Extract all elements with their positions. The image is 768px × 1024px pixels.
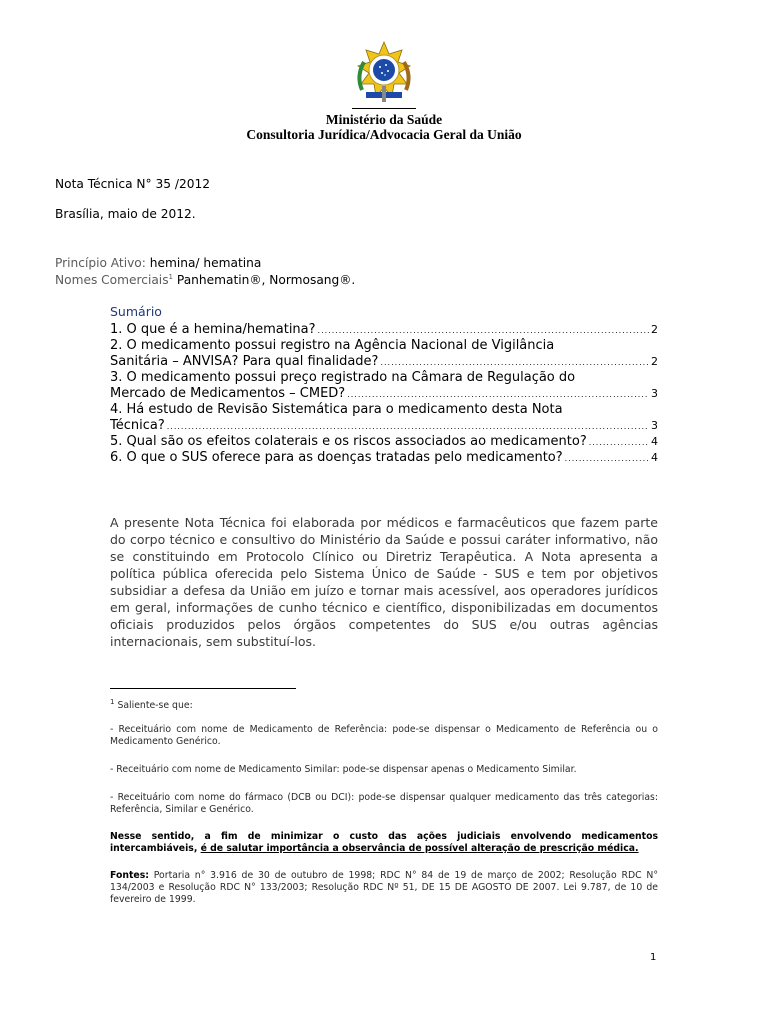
footnote-ref[interactable]: 1 <box>168 273 174 281</box>
toc-page: 3 <box>651 419 658 432</box>
footnote-bold-note <box>110 831 658 855</box>
toc-item-text: 3. O medicamento possui preço registrado na Câmara de Regulação do <box>110 370 576 385</box>
toc-item-3[interactable] <box>110 370 658 403</box>
toc-item-text: 6. O que o SUS oferece para as doenças tratadas pelo medicamento? <box>110 450 563 465</box>
toc-page: 4 <box>651 451 658 464</box>
toc-page: 4 <box>651 435 658 448</box>
footnote-intro-text: Saliente-se que: <box>117 700 193 712</box>
toc-item-text: 2. O medicamento possui registro na Agência Nacional de Vigilância <box>110 338 555 353</box>
toc-item-4[interactable] <box>110 402 658 435</box>
brazil-coat-of-arms-icon <box>352 40 416 106</box>
footnote-intro <box>110 696 658 712</box>
consultoria-title: Consultoria Jurídica/Advocacia Geral da União <box>246 127 522 142</box>
toc-item-text: 4. Há estudo de Revisão Sistemática para o medicamento desta Nota <box>110 402 563 417</box>
seal-underline <box>352 108 416 109</box>
footnote-p1: - Receituário com nome de Medicamento de Referência: pode-se dispensar o Medicamento de Referência ou o Medicamento Genérico. <box>110 724 658 747</box>
footnote-p3: - Receituário com nome do fármaco (DCB ou DCI): pode-se dispensar qualquer medicamento das três categorias: Referência, Similar e Genérico. <box>110 792 658 815</box>
intro-paragraph: A presente Nota Técnica foi elaborada por médicos e farmacêuticos que fazem parte do corpo técnico e consultivo do Ministério da Saúde e possui caráter informativo, não se constituindo em Protocolo Clínico ou Diretriz Terapêutica. A Nota apresenta a política pública oferecida pelo Sistema Único de Saúde - SUS e tem por objetivos subsidiar a defesa da União em juízo e tornar mais acessível, aos operadores jurídicos em geral, informações de cunho técnico e científico, disponibilizadas em documentos oficiais produzidos pelos órgãos competentes do SUS e/ou outras agências internacionais, sem substituí-los. <box>110 515 658 649</box>
toc-item-text: Técnica? <box>110 418 165 433</box>
toc-page: 2 <box>651 323 658 336</box>
toc-item-5[interactable] <box>110 434 658 451</box>
footnote-marker: 1 <box>110 698 115 706</box>
nomes-value: Panhematin®, Normosang®. <box>176 273 356 288</box>
nomes-label: Nomes Comerciais <box>55 273 169 288</box>
nota-number: Nota Técnica N° 35 /2012 <box>55 177 211 191</box>
bold-note-part-b: é de salutar importância a observância de possível alteração de prescrição médica. <box>200 843 639 854</box>
footnote-p2: - Receituário com nome de Medicamento Similar: pode-se dispensar apenas o Medicamento Similar. <box>110 764 577 775</box>
page-number: 1 <box>650 952 657 963</box>
principio-label: Princípio Ativo: <box>55 256 146 270</box>
footnote-fontes <box>110 870 658 906</box>
footnote-separator <box>110 688 296 689</box>
toc-item-1[interactable] <box>110 322 658 339</box>
toc-item-2[interactable] <box>110 338 658 371</box>
summary-title: Sumário <box>110 304 162 319</box>
principio-value: hemina/ hematina <box>149 256 262 270</box>
toc-item-text: 1. O que é a hemina/hematina? <box>110 322 316 337</box>
toc-page: 3 <box>651 387 658 400</box>
nomes-comerciais <box>55 273 355 287</box>
fontes-label: Fontes: <box>110 870 149 881</box>
document-date: Brasília, maio de 2012. <box>55 207 196 221</box>
principio-ativo <box>55 256 261 270</box>
toc-item-text: Mercado de Medicamentos – CMED? <box>110 386 346 401</box>
bold-note-part-a: Nesse sentido, a fim de minimizar o custo das ações judiciais envolvendo medicamentos intercambiáveis, <box>110 831 658 854</box>
toc-item-text: 5. Qual são os efeitos colaterais e os riscos associados ao medicamento? <box>110 434 587 449</box>
fontes-text: Portaria n° 3.916 de 30 de outubro de 1998; RDC N° 84 de 19 de março de 2002; Resolução RDC N° 134/2003 e Resolução RDC N° 133/2003; Resolução RDC Nº 51, DE 15 DE AGOSTO DE 2007. Lei 9.787, de 10 de fevereiro de 1999. <box>110 870 658 905</box>
toc-page: 2 <box>651 355 658 368</box>
toc-item-text: Sanitária – ANVISA? Para qual finalidade? <box>110 354 379 369</box>
ministry-title: Ministério da Saúde <box>325 112 443 127</box>
toc-item-6[interactable] <box>110 450 658 467</box>
